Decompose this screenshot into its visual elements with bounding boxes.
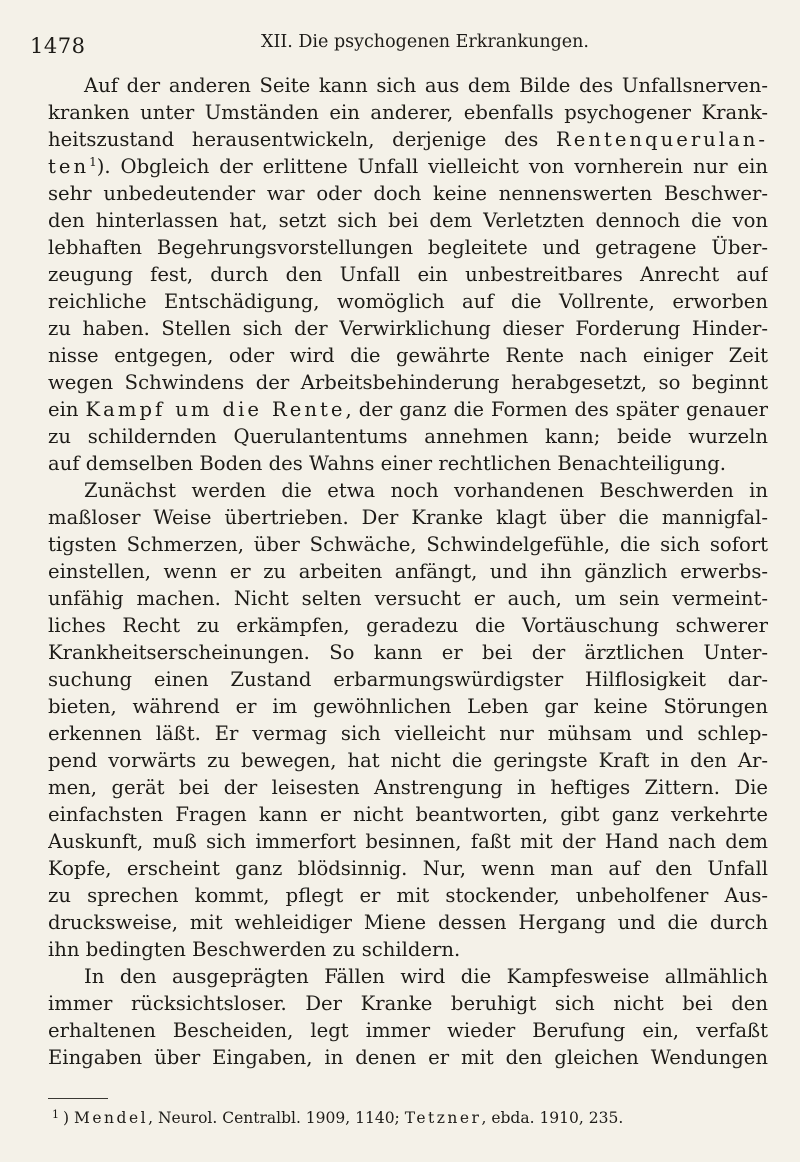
text-segment: bieten, während er im gewöhnlichen Leben gar keine Störungen bbox=[48, 695, 768, 718]
text-line bbox=[48, 990, 768, 1017]
text-segment: einfachsten Fragen kann er nicht beantworten, gibt ganz verkehrte bbox=[48, 803, 768, 826]
text-line bbox=[48, 450, 768, 477]
text-segment: Eingaben über Eingaben, in denen er mit den gleichen Wendungen bbox=[48, 1046, 768, 1069]
running-head: XII. Die psychogenen Erkrankungen. bbox=[260, 32, 589, 52]
text-segment: einstellen, wenn er zu arbeiten anfängt, und ihn gänzlich erwerbs- bbox=[48, 560, 768, 583]
footnote-rule bbox=[48, 1098, 108, 1099]
text-line bbox=[48, 882, 768, 909]
text-segment: ein bbox=[48, 398, 86, 421]
text-segment: zu sprechen kommt, pflegt er mit stockender, unbeholfener Aus- bbox=[48, 884, 768, 907]
text-line bbox=[48, 207, 768, 234]
text-segment: ). Obgleich der erlittene Unfall vielleicht von vornherein nur ein bbox=[96, 155, 768, 178]
text-segment: zeugung fest, durch den Unfall ein unbestreitbares Anrecht auf bbox=[48, 263, 768, 286]
text-line bbox=[48, 288, 768, 315]
text-segment: auf demselben Boden des Wahns einer rechtlichen Benachteiligung. bbox=[48, 452, 727, 475]
footnote-author-2: Tetzner bbox=[404, 1109, 482, 1127]
text-segment: ihn bedingten Beschwerden zu schildern. bbox=[48, 938, 461, 961]
text-line bbox=[48, 909, 768, 936]
footnote-reference-1: , Neurol. Centralbl. 1909, 1140; bbox=[148, 1109, 405, 1127]
text-segment: heitszustand herausentwickeln, derjenige des bbox=[48, 128, 556, 151]
text-segment: sehr unbedeutender war oder doch keine nennenswerten Beschwer- bbox=[48, 182, 768, 205]
text-line bbox=[48, 558, 768, 585]
text-line bbox=[48, 693, 768, 720]
footnote-author-1: Mendel bbox=[74, 1109, 149, 1127]
text-line bbox=[48, 1044, 768, 1071]
text-line bbox=[48, 315, 768, 342]
text-line bbox=[48, 855, 768, 882]
text-segment: unfähig machen. Nicht selten versucht er auch, um sein vermeint- bbox=[48, 587, 768, 610]
body-text bbox=[48, 72, 768, 1071]
text-segment: maßloser Weise übertrieben. Der Kranke klagt über die mannigfal- bbox=[48, 506, 768, 529]
text-line bbox=[48, 423, 768, 450]
text-line bbox=[48, 99, 768, 126]
text-segment: pend vorwärts zu bewegen, hat nicht die geringste Kraft in den Ar- bbox=[48, 749, 768, 772]
text-line bbox=[48, 153, 768, 180]
text-segment: men, gerät bei der leisesten Anstrengung in heftiges Zittern. Die bbox=[48, 776, 768, 799]
text-segment: drucksweise, mit wehleidiger Miene dessen Hergang und die durch bbox=[48, 911, 768, 934]
text-segment: In den ausgeprägten Fällen wird die Kampfesweise allmählich bbox=[84, 965, 768, 988]
text-line bbox=[48, 801, 768, 828]
text-line bbox=[48, 774, 768, 801]
text-line bbox=[48, 1017, 768, 1044]
text-segment: liches Recht zu erkämpfen, geradezu die Vortäuschung schwerer bbox=[48, 614, 768, 637]
text-segment: nisse entgegen, oder wird die gewährte Rente nach einiger Zeit bbox=[48, 344, 768, 367]
text-segment: Krankheitserscheinungen. So kann er bei der ärztlichen Unter- bbox=[48, 641, 768, 664]
text-segment: lebhaften Begehrungsvorstellungen begleitete und getragene Über- bbox=[48, 236, 768, 259]
text-line bbox=[48, 963, 768, 990]
text-line bbox=[48, 369, 768, 396]
text-line bbox=[48, 72, 768, 99]
text-segment: Kopfe, erscheint ganz blödsinnig. Nur, wenn man auf den Unfall bbox=[48, 857, 768, 880]
emphasized-text: ten bbox=[48, 155, 90, 178]
text-segment: erhaltenen Bescheiden, legt immer wieder Berufung ein, verfaßt bbox=[48, 1019, 768, 1042]
text-line bbox=[48, 126, 768, 153]
text-segment: , der ganz die Formen des später genauer bbox=[345, 398, 768, 421]
text-line bbox=[48, 585, 768, 612]
text-line bbox=[48, 639, 768, 666]
text-line bbox=[48, 531, 768, 558]
text-line bbox=[48, 666, 768, 693]
text-line bbox=[48, 747, 768, 774]
text-line bbox=[48, 234, 768, 261]
footnote-mark: 1 bbox=[52, 1108, 59, 1121]
page-header bbox=[30, 30, 770, 60]
text-segment: zu schildernden Querulantentums annehmen kann; beide wurzeln bbox=[48, 425, 768, 448]
page-number: 1478 bbox=[30, 34, 86, 58]
text-segment: immer rücksichtsloser. Der Kranke beruhigt sich nicht bei den bbox=[48, 992, 768, 1015]
text-segment: erkennen läßt. Er vermag sich vielleicht nur mühsam und schlep- bbox=[48, 722, 768, 745]
text-segment: Zunächst werden die etwa noch vorhandenen Beschwerden in bbox=[84, 479, 768, 502]
text-segment: Auf der anderen Seite kann sich aus dem Bilde des Unfallsnerven- bbox=[84, 74, 768, 97]
footnote-reference-2: , ebda. 1910, 235. bbox=[481, 1109, 624, 1127]
text-line bbox=[48, 180, 768, 207]
text-line bbox=[48, 936, 768, 963]
text-line bbox=[48, 396, 768, 423]
text-line bbox=[48, 477, 768, 504]
emphasized-text: Rentenquerulan- bbox=[556, 128, 768, 151]
text-segment: Auskunft, muß sich immerfort besinnen, faßt mit der Hand nach dem bbox=[48, 830, 768, 853]
emphasized-text: Kampf um die Rente bbox=[85, 398, 346, 421]
text-segment: zu haben. Stellen sich der Verwirklichung dieser Forderung Hinder- bbox=[48, 317, 768, 340]
text-segment: suchung einen Zustand erbarmungswürdigster Hilflosigkeit dar- bbox=[48, 668, 768, 691]
text-line bbox=[48, 720, 768, 747]
footnote-close-paren: ) bbox=[63, 1109, 70, 1127]
text-segment: kranken unter Umständen ein anderer, ebenfalls psychogener Krank- bbox=[48, 101, 768, 124]
text-line bbox=[48, 342, 768, 369]
footnote bbox=[52, 1104, 768, 1129]
text-segment: reichliche Entschädigung, womöglich auf die Vollrente, erworben bbox=[48, 290, 768, 313]
text-line bbox=[48, 504, 768, 531]
text-line bbox=[48, 612, 768, 639]
text-segment: wegen Schwindens der Arbeitsbehinderung herabgesetzt, so beginnt bbox=[48, 371, 768, 394]
text-segment: tigsten Schmerzen, über Schwäche, Schwindelgefühle, die sich sofort bbox=[48, 533, 768, 556]
text-line bbox=[48, 261, 768, 288]
text-segment: den hinterlassen hat, setzt sich bei dem Verletzten dennoch die von bbox=[48, 209, 768, 232]
text-line bbox=[48, 828, 768, 855]
footnote-reference-mark: 1 bbox=[89, 155, 97, 169]
